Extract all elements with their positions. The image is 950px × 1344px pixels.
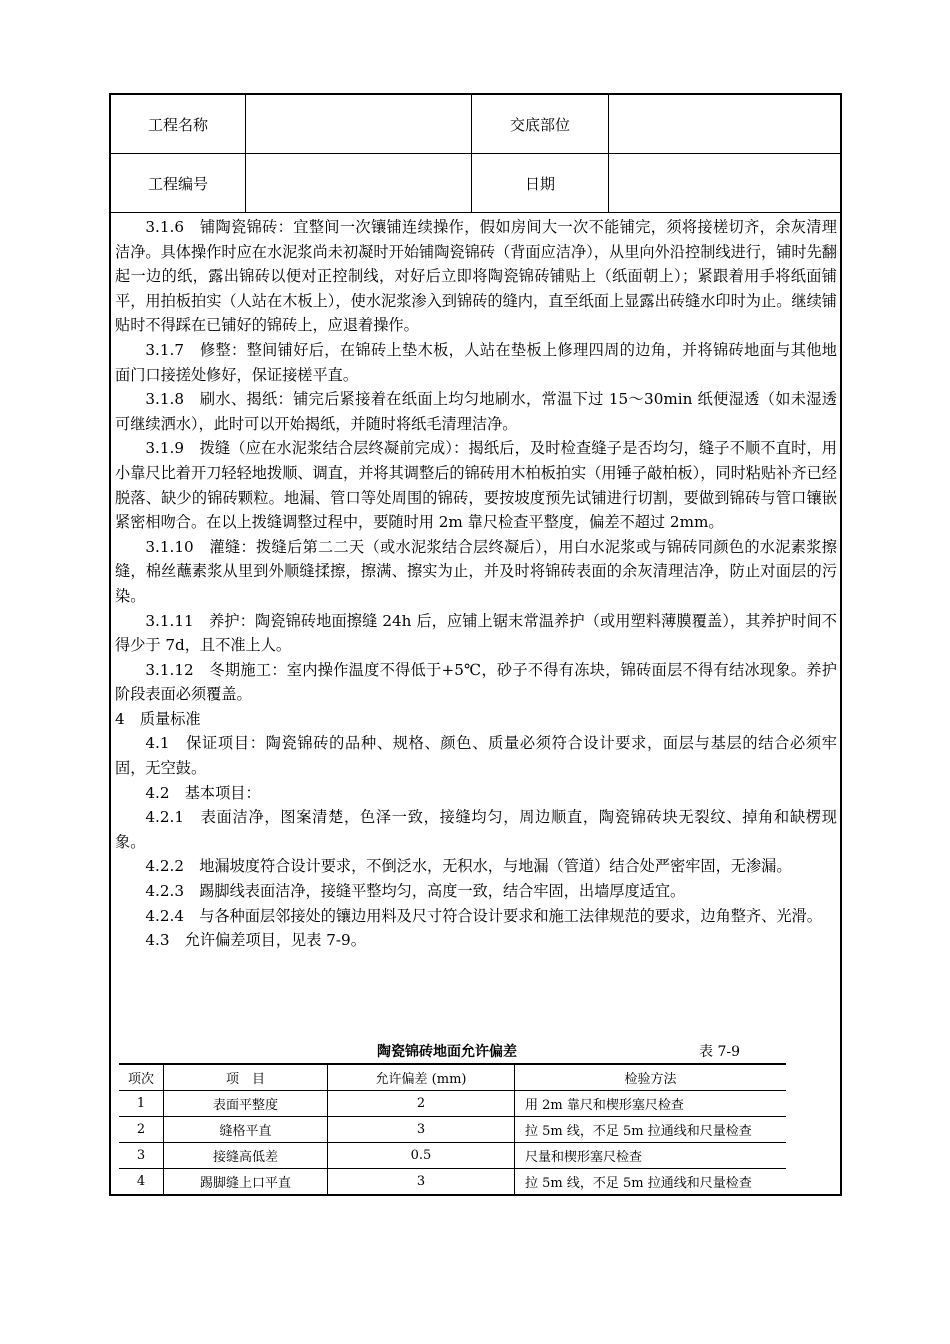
table-cell: 拉 5m 线，不足 5m 拉通线和尺量检查 (515, 1169, 787, 1196)
handover-part-label: 交底部位 (472, 95, 609, 154)
project-name-value[interactable] (246, 95, 472, 154)
header-row (111, 95, 840, 154)
paragraph: 3.1.11 养护：陶瓷锦砖地面擦缝 24h 后，应铺上锯末常温养护（或用塑料薄膜覆盖），其养护时间不得少于 7d，且不准上人。 (115, 611, 837, 655)
date-value[interactable] (609, 154, 841, 213)
table-header-row (119, 1064, 786, 1091)
table-cell: 0.5 (328, 1143, 515, 1169)
table-row (119, 1117, 786, 1143)
column-header: 允许偏差 (mm) (328, 1064, 515, 1091)
paragraph: 3.1.10 灌缝：拨缝后第二二天（或水泥浆结合层终凝后），用白水泥浆或与锦砖同颜色的水泥素浆擦缝，棉丝蘸素浆从里到外顺缝揉擦，擦满、擦实为止，并及时将锦砖表面的余灰清理洁净，防止对面层的污染。 (115, 537, 837, 605)
table-row (119, 1143, 786, 1169)
table-cell: 3 (328, 1169, 515, 1196)
table-cell: 表面平整度 (164, 1091, 328, 1117)
paragraph: 3.1.8 刷水、揭纸：铺完后紧接着在纸面上均匀地刷水，常温下过 15～30min 纸便湿透（如未湿透可继续洒水），此时可以开始揭纸，并随时将纸毛清理洁净。 (115, 390, 837, 433)
body-text (115, 215, 837, 953)
table-cell: 接缝高低差 (164, 1143, 328, 1169)
table-cell: 踢脚缝上口平直 (164, 1169, 328, 1196)
table-cell: 3 (328, 1117, 515, 1143)
paragraph: 4.3 允许偏差项目，见表 7-9。 (145, 931, 366, 950)
column-header: 项次 (119, 1064, 164, 1091)
column-header: 项 目 (164, 1064, 328, 1091)
paragraph: 3.1.6 铺陶瓷锦砖：宜整间一次镶铺连续操作，假如房间大一次不能铺完，须将接槎切齐，余灰清理洁净。具体操作时应在水泥浆尚未初凝时开始铺陶瓷锦砖（背面应洁净），从里向外沿控制线进行，铺时先翻起一边的纸，露出锦砖以便对正控制线，对好后立即将陶瓷锦砖铺贴上（纸面朝上）；紧跟着用手将纸面铺平，用拍板拍实（人站在木板上），使水泥浆渗入到锦砖的缝内，直至纸面上显露出砖缝水印时为止。继续铺贴时不得踩在已铺好的锦砖上，应退着操作。 (115, 218, 837, 335)
paragraph: 3.1.7 修整：整间铺好后，在锦砖上垫木板，人站在垫板上修理四周的边角，并将锦砖地面与其他地面门口接搓处修好，保证接槎平直。 (115, 340, 837, 384)
table-cell: 用 2m 靠尺和楔形塞尺检查 (515, 1091, 787, 1117)
paragraph: 4.1 保证项目：陶瓷锦砖的品种、规格、颜色、质量必须符合设计要求，面层与基层的结合必须牢固，无空鼓。 (115, 734, 837, 778)
table-row (119, 1091, 786, 1117)
header-table (111, 95, 840, 213)
table-number: 表 7-9 (699, 1044, 740, 1060)
table-cell: 3 (119, 1143, 164, 1169)
deviation-table (119, 1063, 786, 1196)
paragraph: 4.2.1 表面洁净，图案清楚，色泽一致，接缝均匀，周边顺直，陶瓷锦砖块无裂纹、掉角和缺楞现象。 (115, 808, 837, 851)
table-title: 陶瓷锦砖地面允许偏差 (377, 1044, 517, 1060)
table-cell: 2 (328, 1091, 515, 1117)
paragraph: 3.1.12 冬期施工：室内操作温度不得低于+5℃，砂子不得有冻块，锦砖面层不得有结冰现象。养护阶段表面必须覆盖。 (115, 660, 837, 704)
table-cell: 4 (119, 1169, 164, 1196)
paragraph: 3.1.9 拨缝（应在水泥浆结合层终凝前完成）：揭纸后，及时检查缝子是否均匀，缝子不顺不直时，用小靠尺比着开刀轻轻地拨顺、调直，并将其调整后的锦砖用木柏板拍实（用锤子敲柏板），同时粘贴补齐已经脱落、缺少的锦砖颗粒。地漏、管口等处周围的锦砖，要按坡度预先试铺进行切割，要做到锦砖与管口镶嵌紧密相吻合。在以上拨缝调整过程中，要随时用 2m 靠尺检查平整度，偏差不超过 2mm。 (115, 439, 837, 532)
table-cell: 拉 5m 线，不足 5m 拉通线和尺量检查 (515, 1117, 787, 1143)
paragraph: 4.2.2 地漏坡度符合设计要求，不倒泛水，无积水，与地漏（管道）结合处严密牢固，无渗漏。 (145, 857, 792, 876)
project-no-value[interactable] (246, 154, 472, 213)
table-cell: 尺量和楔形塞尺检查 (515, 1143, 787, 1169)
project-no-label: 工程编号 (111, 154, 246, 213)
table-caption (119, 1041, 839, 1063)
section-heading: 4 质量标准 (115, 709, 201, 728)
paragraph: 4.2.4 与各种面层邻接处的镶边用料及尺寸符合设计要求和施工法律规范的要求，边角整齐、光滑。 (145, 906, 822, 925)
project-name-label: 工程名称 (111, 95, 246, 154)
paragraph: 4.2 基本项目： (145, 783, 261, 802)
date-label: 日期 (472, 154, 609, 213)
paragraph: 4.2.3 踢脚线表面洁净，接缝平整均匀，高度一致，结合牢固，出墙厚度适宜。 (145, 882, 686, 901)
table-cell: 2 (119, 1117, 164, 1143)
table-cell: 缝格平直 (164, 1117, 328, 1143)
handover-part-value[interactable] (609, 95, 841, 154)
column-header: 检验方法 (515, 1064, 787, 1091)
table-row (119, 1169, 786, 1196)
header-row (111, 154, 840, 213)
table-cell: 1 (119, 1091, 164, 1117)
document-frame (109, 93, 842, 1196)
